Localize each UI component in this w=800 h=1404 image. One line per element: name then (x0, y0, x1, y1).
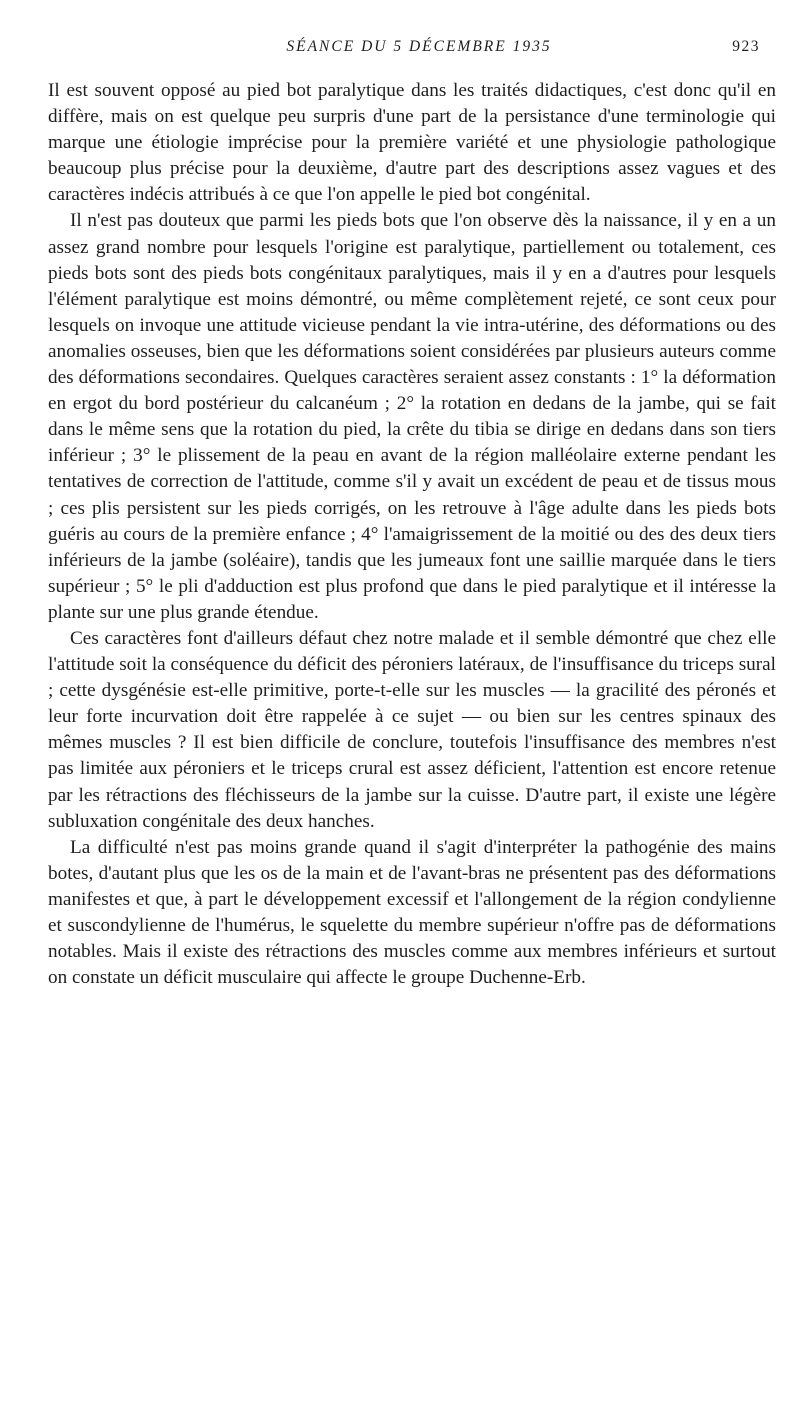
paragraph: La difficulté n'est pas moins grande quand il s'agit d'interpréter la pathogénie des mains botes, d'autant plus que les os de la main et de l'avant-bras ne présentent pas des déformations manifestes et que, à part le développement excessif et l'allongement de la région condylienne et suscondylienne de l'humérus, le squelette du membre supérieur n'offre pas de déformations notables. Mais il existe des rétractions des muscles comme aux membres inférieurs et surtout on constate un déficit musculaire qui affecte le groupe Duchenne-Erb. (48, 836, 776, 989)
paragraph: Ces caractères font d'ailleurs défaut chez notre malade et il semble démontré que chez elle l'attitude soit la conséquence du déficit des péroniers latéraux, de l'insuffisance du triceps sural ; cette dysgénésie est-elle primitive, porte-t-elle sur les muscles — la gracilité des péronés et leur forte incurvation doit être rappelée à ce sujet — ou bien sur les centres spinaux des mêmes muscles ? Il est bien difficile de conclure, toutefois l'insuffisance des membres n'est pas limitée aux péroniers et le triceps crural est assez déficient, l'attention est encore retenue par les rétractions des fléchisseurs de la jambe sur la cuisse. D'autre part, il existe une légère subluxation congénitale des deux hanches. (48, 627, 776, 832)
page-number: 923 (732, 38, 760, 55)
running-head (48, 38, 768, 62)
paragraph: Il est souvent opposé au pied bot paralytique dans les traités didactiques, c'est donc qu'il en diffère, mais on est quelque peu surpris d'une part de la persistance d'une terminologie qui marque une étiologie imprécise pour la première variété et une physiologie pathologique beaucoup plus précise pour la deuxième, d'autre part des descriptions assez vagues et des caractères indécis attribués à ce que l'on appelle le pied bot congénital. (48, 80, 776, 206)
paragraph: Il n'est pas douteux que parmi les pieds bots que l'on observe dès la naissance, il y en a un assez grand nombre pour lesquels l'origine est paralytique, partiellement ou totalement, ces pieds bots sont des pieds bots congénitaux paralytiques, mais il y en a d'autres pour lesquels l'élément paralytique est moins démontré, ou même complètement rejeté, ce sont ceux pour lesquels on invoque une attitude vicieuse pendant la vie intra-utérine, des déformations ou des anomalies osseuses, bien que les déformations soient considérées par plusieurs auteurs comme des déformations secondaires. Quelques caractères seraient assez constants : 1° la déformation en ergot du bord postérieur du calcanéum ; 2° la rotation en dedans de la jambe, qui se fait dans le même sens que la rotation du pied, la crête du tibia se dirige en dedans dans son tiers inférieur ; 3° le plissement de la peau en avant de la région malléolaire externe pendant les tentatives de correction de l'attitude, comme s'il y avait un excédent de peau et de tissus mous ; ces plis persistent sur les pieds corrigés, on les retrouve à l'âge adulte dans les pieds bots guéris au cours de la première enfance ; 4° l'amaigrissement de la moitié ou des des deux tiers inférieurs de la jambe (soléaire), tandis que les jumeaux font une saillie marquée dans le tiers supérieur ; 5° le pli d'adduction est plus profond que dans le pied paralytique et il intéresse la plante sur une plus grande étendue. (48, 210, 776, 623)
article-body (48, 78, 776, 991)
running-head-title: SÉANCE DU 5 DÉCEMBRE 1935 (286, 38, 552, 55)
